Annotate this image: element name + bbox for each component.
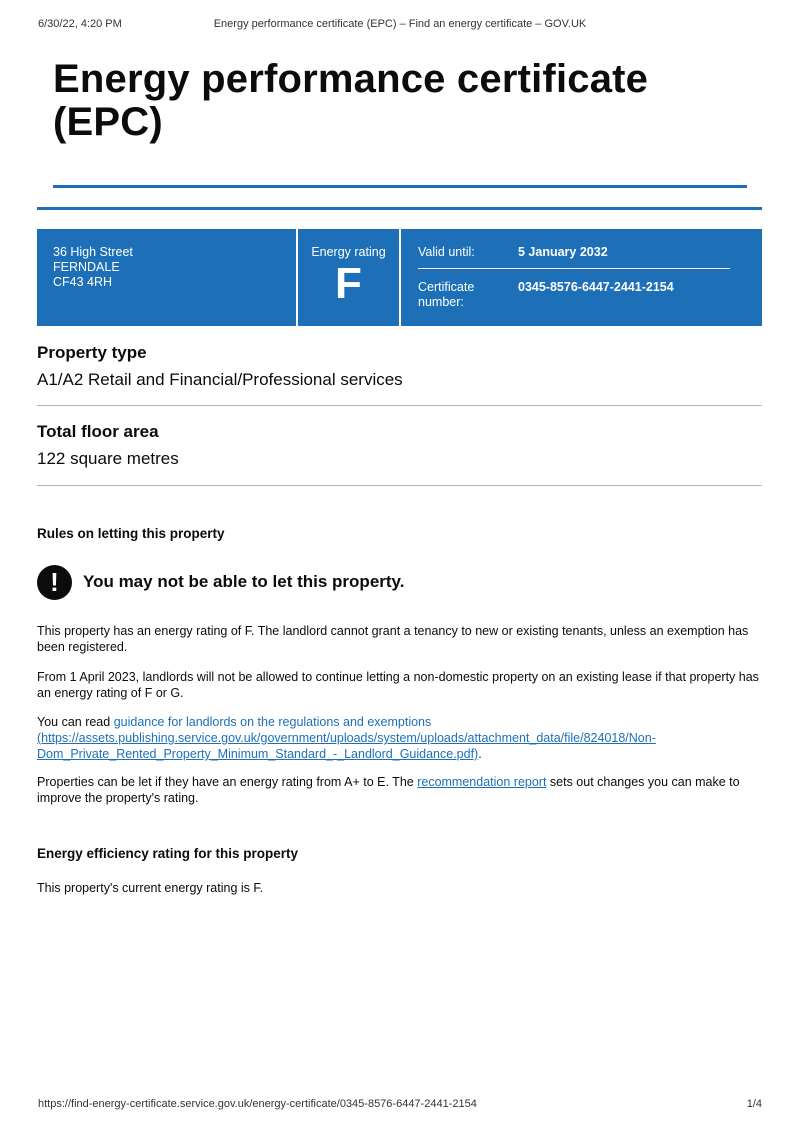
print-date: 6/30/22, 4:20 PM xyxy=(38,18,122,30)
summary-list-rule xyxy=(37,485,762,486)
summary-inner-rule xyxy=(418,268,730,269)
section-rule xyxy=(37,207,762,210)
certificate-number-value: 0345-8576-6447-2441-2154 xyxy=(518,280,674,294)
address-line-2: FERNDALE xyxy=(53,260,120,274)
landlord-guidance-url[interactable]: (https://assets.publishing.service.gov.uk/government/uploads/system/uploads/attachment_data/file/824018/Non-Dom_Private_Rented_Property_Minimum_Standard_-_Landlord_Guidance.pdf) xyxy=(37,731,656,761)
print-footer-url: https://find-energy-certificate.service.gov.uk/energy-certificate/0345-8576-6447-2441-2154 xyxy=(38,1098,477,1110)
floor-area-heading: Total floor area xyxy=(37,422,159,441)
valid-until-label: Valid until: xyxy=(418,245,475,259)
certificate-number-label: Certificate number: xyxy=(418,280,475,309)
energy-rating-letter: F xyxy=(335,259,362,308)
warning-icon: ! xyxy=(37,565,72,600)
efficiency-rating-heading: Energy efficiency rating for this property xyxy=(37,846,299,861)
valid-until-value: 5 January 2032 xyxy=(518,245,608,259)
letting-rules-heading: Rules on letting this property xyxy=(37,526,225,541)
energy-rating xyxy=(298,245,399,307)
property-type-value: A1/A2 Retail and Financial/Professional services xyxy=(37,370,403,389)
landlord-guidance-link[interactable]: guidance for landlords on the regulations and exemptions xyxy=(113,715,432,729)
letting-paragraph-2: From 1 April 2023, landlords will not be allowed to continue letting a non-domestic property on an existing lease if that property has an energy rating of F or G. xyxy=(37,670,759,700)
summary-divider xyxy=(399,229,401,326)
certificate-summary-box xyxy=(37,229,762,326)
print-header xyxy=(38,18,762,34)
address-line-1: 36 High Street xyxy=(53,245,133,259)
summary-list-rule xyxy=(37,405,762,406)
property-type-heading: Property type xyxy=(37,343,147,362)
para3-prefix: You can read xyxy=(37,715,114,729)
title-rule xyxy=(53,185,747,188)
page-title: Energy performance certificate (EPC) xyxy=(53,57,649,144)
property-address xyxy=(53,245,133,290)
para4-prefix: Properties can be let if they have an energy rating from A+ to E. The xyxy=(37,775,418,789)
para3-suffix: . xyxy=(478,747,482,761)
floor-area-value: 122 square metres xyxy=(37,449,179,468)
print-footer xyxy=(38,1098,762,1114)
print-page-number: 1/4 xyxy=(746,1098,762,1110)
recommendation-report-link[interactable]: recommendation report xyxy=(417,775,547,789)
letting-warning-text: You may not be able to let this property. xyxy=(83,572,405,591)
letting-paragraph-4 xyxy=(37,774,763,806)
efficiency-rating-text: This property's current energy rating is F. xyxy=(37,881,264,895)
letting-paragraph-1: This property has an energy rating of F. The landlord cannot grant a tenancy to new or existing tenants, unless an exemption has been registered. xyxy=(37,624,749,654)
energy-rating-label: Energy rating xyxy=(311,245,386,259)
para4-suffix: sets out changes you can make to improve the property's rating. xyxy=(37,775,740,805)
address-line-3: CF43 4RH xyxy=(53,275,113,289)
print-document-title: Energy performance certificate (EPC) – Find an energy certificate – GOV.UK xyxy=(213,18,587,30)
letting-paragraph-3 xyxy=(37,714,763,762)
